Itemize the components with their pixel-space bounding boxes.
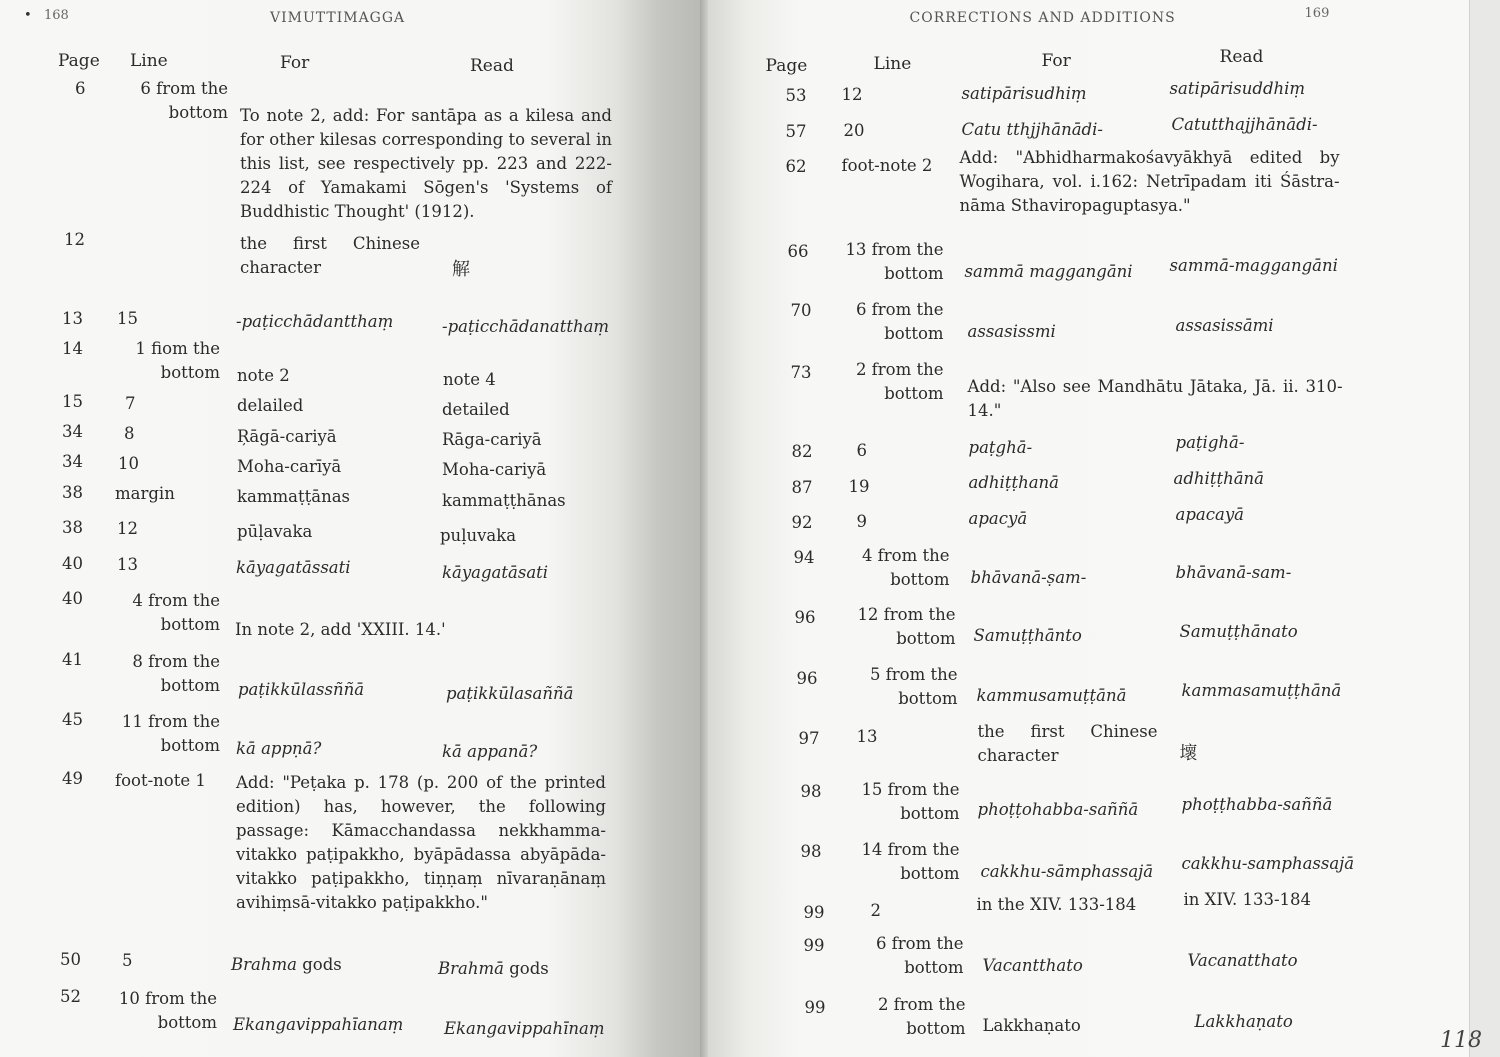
col-header-for: For <box>280 53 310 73</box>
row-read: kammasamuṭṭhānā <box>1181 681 1342 700</box>
row-line: 11 from the bottom <box>121 712 220 755</box>
left-running-head: VIMUTTIMAGGA <box>270 10 406 26</box>
row-for: delailed <box>237 396 304 415</box>
row-line: 7 <box>125 394 136 413</box>
row-for: apacyā <box>968 509 1028 528</box>
row-for: adhiṭṭhanā <box>968 473 1060 492</box>
page-corner-mark: • <box>24 8 32 23</box>
row-line: 12 <box>841 85 863 104</box>
right-running-head: CORRECTIONS AND ADDITIONS <box>909 10 1176 26</box>
row-line: 1 fiom the bottom <box>135 339 220 382</box>
row-line: 4 from the bottom <box>861 546 950 589</box>
row-page: 62 <box>785 157 807 176</box>
row-for: In note 2, add 'XXIII. 14.' <box>235 620 446 639</box>
row-read: Brahmā gods <box>438 959 549 978</box>
row-for: To note 2, add: For santāpa as a kilesa and for other kilesas corresponding to several in this list, see respectively pp. 223 and 222-224 of Yamakami Sōgen's 'Systems of Buddhistic Thought' (1912). <box>240 106 612 221</box>
row-line: 15 <box>117 309 138 328</box>
row-line: 4 from the bottom <box>132 591 220 634</box>
row-for: Ekangavippahīanaṃ <box>233 1015 404 1034</box>
row-read: phoṭṭhabba-saññā <box>1181 795 1333 814</box>
row-line: 6 from the bottom <box>855 300 944 343</box>
page-margin-strip <box>1469 0 1500 1057</box>
row-page: 15 <box>62 392 83 411</box>
book-gutter <box>700 0 708 1057</box>
row-read: paṭikkūlasaññā <box>446 684 574 703</box>
right-page <box>708 0 1469 1057</box>
row-read: bhāvanā-sam- <box>1175 563 1292 582</box>
row-page: 96 <box>796 669 818 688</box>
row-read: Rāga-cariyā <box>442 430 542 449</box>
row-line: 6 from the bottom <box>875 934 964 977</box>
row-page: 98 <box>800 782 822 801</box>
row-page: 98 <box>800 842 822 861</box>
row-for: the first Chinese character <box>977 722 1158 765</box>
row-for: pūḷavaka <box>237 522 313 541</box>
row-page: 92 <box>791 513 813 532</box>
left-corrections-table <box>0 0 700 1057</box>
row-for: Moha-carīyā <box>237 457 342 476</box>
row-line: 6 from the bottom <box>140 79 228 122</box>
row-for: Vacantthato <box>982 956 1083 975</box>
col-header-line: Line <box>130 51 168 71</box>
row-read: kāyagatāsati <box>442 563 549 582</box>
row-read: Ekangavippahīnaṃ <box>444 1019 605 1038</box>
row-for: paṭghā- <box>968 438 1033 457</box>
row-page: 34 <box>62 422 83 441</box>
row-for: Lakkhaṇato <box>982 1016 1081 1035</box>
row-page: 97 <box>798 729 820 748</box>
row-read: assasissāmi <box>1175 316 1274 335</box>
row-read: satipārisuddhiṃ <box>1169 79 1306 98</box>
row-page: 70 <box>790 301 812 320</box>
right-corrections-table <box>708 0 1469 1057</box>
row-line: 5 <box>122 951 133 970</box>
row-page: 38 <box>62 483 83 502</box>
chinese-character-glyph: 壞 <box>1179 743 1198 764</box>
row-page: 40 <box>62 589 83 608</box>
row-page: 57 <box>785 122 807 141</box>
row-read: Lakkhaṇato <box>1194 1012 1293 1031</box>
row-page: 34 <box>62 452 83 471</box>
row-line: 8 <box>124 424 135 443</box>
row-page: 53 <box>785 86 807 105</box>
row-for: Add: "Also see Mandhātu Jātaka, Jā. ii. 310-14." <box>967 377 1343 420</box>
row-for: Brahma gods <box>231 955 342 974</box>
row-read: note 4 <box>443 370 496 389</box>
row-line: 10 from the bottom <box>118 989 217 1032</box>
row-line: foot-note 2 <box>841 156 933 175</box>
row-page: 38 <box>62 518 83 537</box>
row-line: 19 <box>848 477 870 496</box>
row-page: 82 <box>791 442 813 461</box>
col-header-read: Read <box>1219 47 1264 67</box>
row-line: 2 <box>870 901 882 920</box>
row-line: 14 from the bottom <box>861 840 960 883</box>
row-for: cakkhu-sāmphassajā <box>980 862 1154 881</box>
row-line: 15 from the bottom <box>861 780 960 823</box>
row-read: Samuṭṭhānato <box>1179 622 1298 641</box>
row-read: apacayā <box>1175 505 1245 524</box>
row-line: 13 <box>117 555 138 574</box>
right-page-number: 169 <box>1304 6 1330 21</box>
row-for: Catu tthjjhānādi- <box>961 120 1103 139</box>
row-page: 94 <box>793 548 815 567</box>
row-page: 40 <box>62 554 83 573</box>
row-read: kā appanā? <box>442 742 538 761</box>
row-for: kammusamuṭṭānā <box>976 686 1127 705</box>
row-page: 14 <box>62 339 83 358</box>
row-for: note 2 <box>237 366 290 385</box>
row-read: kammaṭṭhānas <box>442 491 566 510</box>
row-for: satipārisudhiṃ <box>961 84 1087 103</box>
row-line: 20 <box>843 121 865 140</box>
row-page: 41 <box>62 650 83 669</box>
row-line: 13 from the bottom <box>845 240 944 283</box>
row-for: bhāvanā-ṣam- <box>970 568 1087 587</box>
row-for: kā appṇā? <box>236 739 322 758</box>
row-for: in the XIV. 133-184 <box>976 895 1137 914</box>
row-for: Add: "Abhidharmakośavyākhyā edited by Wogihara, vol. i.162: Netrīpadam iti Śāstra-nāma Sthaviropaguptasya." <box>959 148 1340 215</box>
row-read: -paṭicchādanatthaṃ <box>442 317 610 336</box>
col-header-line: Line <box>873 54 912 74</box>
row-line: 5 from the bottom <box>869 665 958 708</box>
row-for: -paṭicchādantthaṃ <box>236 312 394 331</box>
row-page: 12 <box>64 230 85 249</box>
left-page-number: 168 <box>44 8 69 23</box>
row-read: puḷuvaka <box>440 526 517 545</box>
row-line: 12 <box>117 519 138 538</box>
row-for: phoṭṭohabba-saññā <box>977 800 1139 819</box>
row-for: assasissmi <box>967 322 1056 341</box>
row-page: 45 <box>62 710 83 729</box>
row-page: 99 <box>803 903 825 922</box>
row-for: kāyagatāssati <box>236 558 351 577</box>
row-read: cakkhu-samphassajā <box>1181 854 1355 873</box>
chinese-character-glyph: 解 <box>452 259 470 280</box>
row-line: 13 <box>856 727 878 746</box>
row-for: the first Chinese character <box>240 234 420 277</box>
row-page: 99 <box>803 936 825 955</box>
corner-handwritten-note: 118 <box>1440 1028 1482 1053</box>
row-line: 10 <box>118 454 139 473</box>
row-page: 66 <box>787 242 809 261</box>
row-page: 99 <box>804 998 826 1017</box>
row-line: 9 <box>856 512 868 531</box>
row-page: 96 <box>794 608 816 627</box>
row-read: Catutthajjhānādi- <box>1171 115 1318 134</box>
row-line: 8 from the bottom <box>132 652 220 695</box>
row-for: paṭikkūlassññā <box>238 680 365 699</box>
row-read: adhiṭṭhānā <box>1173 469 1265 488</box>
row-page: 52 <box>60 987 81 1006</box>
row-for: kammaṭṭānas <box>237 487 350 506</box>
row-for: Add: "Peṭaka p. 178 (p. 200 of the printed edition) has, however, the following passage: Kāmacchandassa nekkhamma-vitakko paṭipakkho, byāpādassa abyāpāda-vitakko paṭipakkho, tiṇṇaṃ nīvaraṇānaṃ avihiṃsā-vitakko paṭipakkho." <box>236 773 606 912</box>
row-page: 73 <box>790 363 812 382</box>
row-page: 87 <box>791 478 813 497</box>
left-page <box>0 0 700 1057</box>
row-for: sammā maggangāni <box>964 262 1133 281</box>
row-line: 12 from the bottom <box>857 605 956 648</box>
row-read: Moha-cariyā <box>442 460 547 479</box>
row-page: 50 <box>60 950 81 969</box>
col-header-page: Page <box>765 56 808 76</box>
row-read: sammā-maggangāni <box>1169 256 1338 275</box>
row-page: 49 <box>62 769 83 788</box>
row-read: detailed <box>442 400 510 419</box>
row-line: 2 from the bottom <box>855 360 944 403</box>
row-page: 6 <box>75 79 86 98</box>
row-read: in XIV. 133-184 <box>1183 890 1312 909</box>
row-line: foot-note 1 <box>115 771 206 790</box>
row-line: margin <box>115 484 175 503</box>
row-for: Ŗāgā-cariyā <box>237 427 337 446</box>
row-page: 13 <box>62 309 83 328</box>
col-header-for: For <box>1041 51 1071 71</box>
row-line: 2 from the bottom <box>877 995 966 1038</box>
row-line: 6 <box>856 441 868 460</box>
row-for: Samuṭṭhānto <box>973 626 1082 645</box>
col-header-page: Page <box>58 51 100 71</box>
col-header-read: Read <box>470 56 514 76</box>
row-read: paṭighā- <box>1175 433 1245 452</box>
row-read: Vacanatthato <box>1187 951 1298 970</box>
